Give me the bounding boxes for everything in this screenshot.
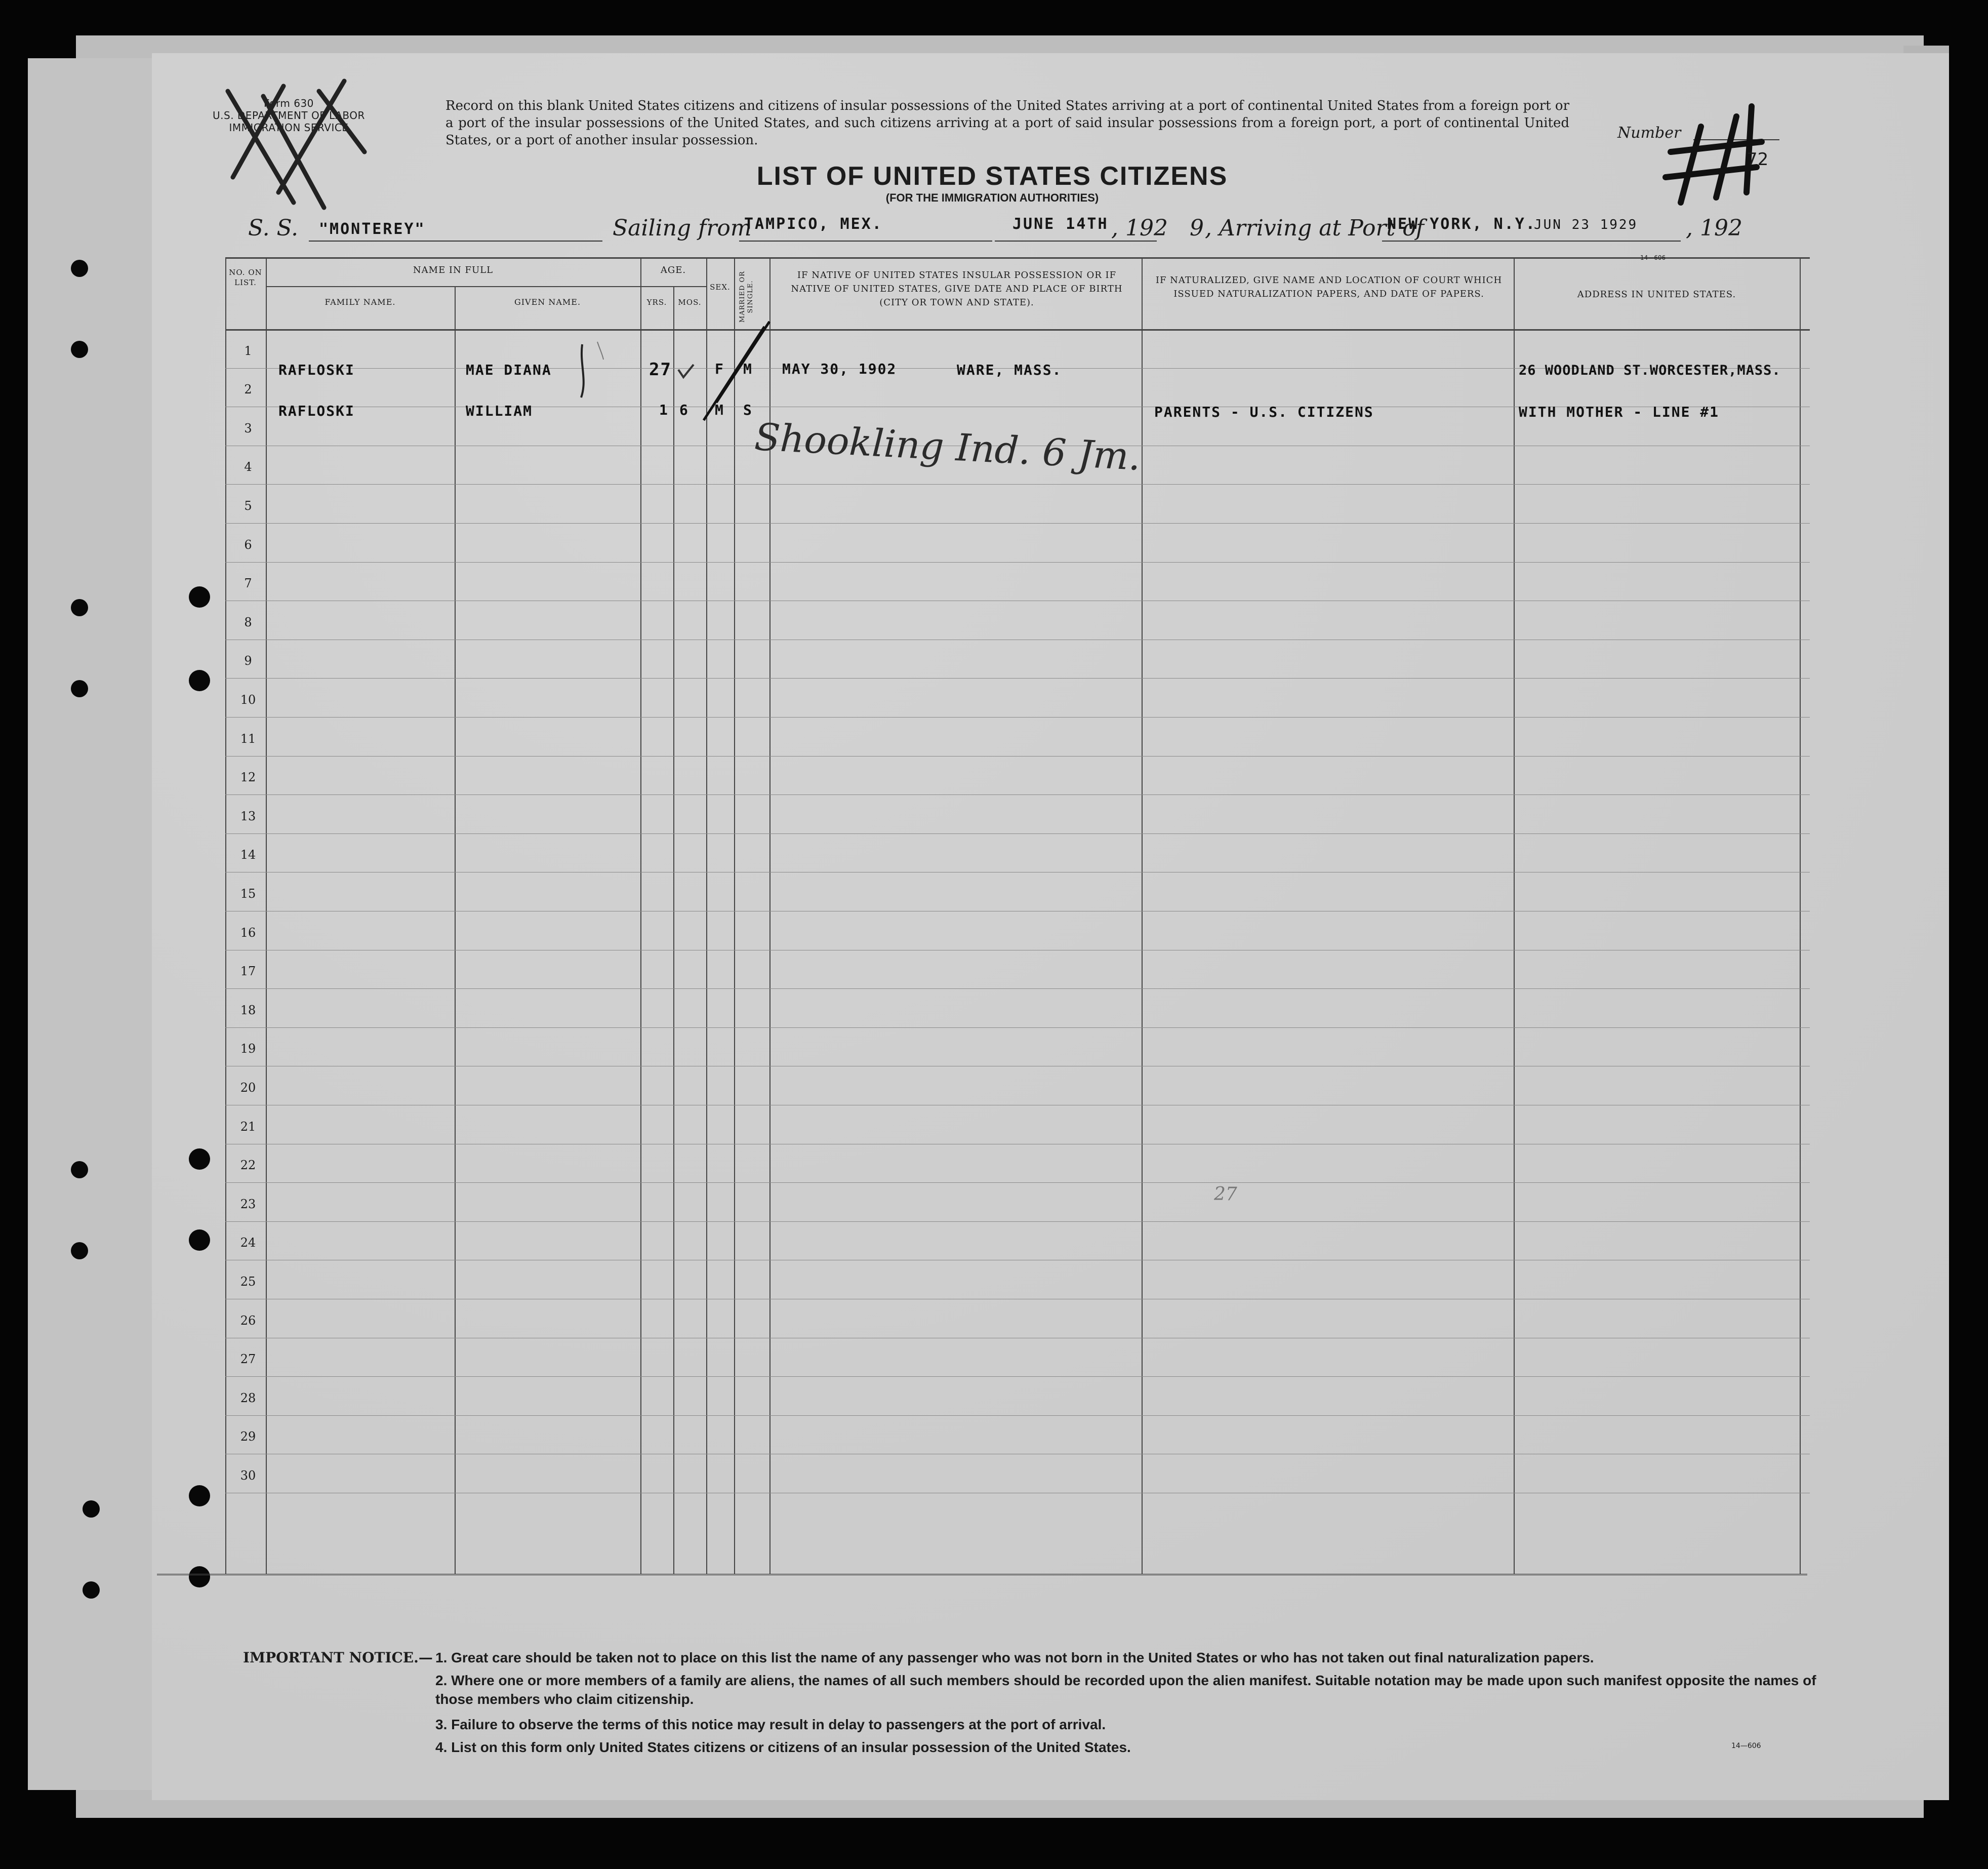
column-divider	[673, 286, 674, 1574]
punch-hole	[189, 1566, 210, 1587]
row-number: 10	[240, 693, 256, 707]
row-number: 24	[240, 1236, 256, 1250]
table-bottom-border	[157, 1574, 1807, 1575]
year-prefix: , 192	[1111, 215, 1168, 241]
table-row	[225, 717, 1810, 718]
handwritten-birth-note: Shookling Ind. 6 Jm.	[753, 415, 1142, 479]
number-stamp: 72	[1747, 149, 1769, 170]
notice-item: 2. Where one or more members of a family are aliens, the names of all such members should be recorded upon the alien manifest. Suitable notation may be made upon such manifest opposite the names of those members who claim citizenship.	[435, 1673, 1816, 1707]
header-address: ADDRESS IN UNITED STATES.	[1577, 289, 1736, 300]
notice-item: 3. Failure to observe the terms of this notice may result in delay to passengers at the port of arrival.	[435, 1717, 1106, 1732]
row-number: 14	[240, 848, 256, 862]
row-number: 5	[244, 499, 252, 513]
port-of-departure: TAMPICO, MEX.	[744, 215, 883, 233]
row-number: 16	[240, 925, 256, 940]
header-naturalization: IF NATURALIZED, GIVE NAME AND LOCATION OF COURT WHICH ISSUED NATURALIZATION PAPERS, AND DATE OF PAPERS.	[1155, 275, 1503, 299]
row2-sex: M	[715, 402, 724, 418]
sailing-date: JUNE 14TH	[1012, 215, 1109, 233]
row-number: 3	[244, 421, 252, 435]
arrival-fill-line	[1382, 241, 1681, 242]
punch-hole	[189, 1148, 210, 1170]
page-title: LIST OF UNITED STATES CITIZENS	[756, 162, 1228, 191]
table-row	[225, 1221, 1810, 1222]
notice-item: 4. List on this form only United States citizens or citizens of an insular possession of the United States.	[435, 1739, 1131, 1755]
row2-family-name: RAFLOSKI	[278, 403, 355, 419]
row-number: 18	[240, 1003, 256, 1017]
ship-fill-line	[309, 241, 602, 242]
punch-hole	[71, 680, 88, 697]
row-number: 30	[240, 1468, 256, 1483]
punch-hole	[71, 1242, 88, 1259]
row-number: 19	[240, 1042, 256, 1056]
table-row	[225, 484, 1810, 485]
header-family-name: FAMILY NAME.	[324, 297, 396, 307]
header-married-or-single: MARRIED OR SINGLE.	[739, 271, 754, 323]
punch-hole	[71, 599, 88, 616]
table-row	[225, 1376, 1810, 1377]
row1-marital-status: M	[743, 361, 753, 377]
service-name: IMMIGRATION SERVICE	[229, 122, 349, 134]
row-number: 6	[244, 537, 252, 552]
departure-fill-line	[739, 241, 992, 242]
binding-strip	[28, 58, 154, 1790]
row-number: 15	[240, 887, 256, 901]
header-name-in-full: NAME IN FULL	[413, 265, 494, 275]
table-row	[225, 678, 1810, 679]
punch-hole	[71, 260, 88, 277]
year-digit: 9	[1190, 215, 1204, 241]
row-number: 2	[244, 382, 252, 397]
row1-given-name: MAE DIANA	[466, 362, 552, 378]
row1-sex: F	[715, 361, 724, 377]
table-row	[225, 1027, 1810, 1028]
row-number: 26	[240, 1313, 256, 1328]
row-number: 27	[240, 1352, 256, 1367]
column-divider	[455, 286, 456, 1574]
row-number: 7	[244, 576, 252, 591]
table-row	[225, 833, 1810, 834]
table-row	[225, 794, 1810, 795]
notice-item: 1. Great care should be taken not to place on this list the name of any passenger who was not born in the United States or who has not taken out final naturalization papers.	[435, 1650, 1594, 1665]
arriving-label: , Arriving at Port of	[1205, 215, 1424, 241]
row2-given-name: WILLIAM	[466, 403, 533, 419]
row2-address: WITH MOTHER - LINE #1	[1519, 404, 1720, 420]
header-age: AGE.	[660, 265, 686, 275]
row-number: 17	[240, 964, 256, 979]
punch-hole	[71, 341, 88, 358]
punch-hole	[189, 1229, 210, 1251]
form-number: Form 630	[263, 97, 314, 109]
number-label: Number	[1617, 124, 1681, 142]
row1-address: 26 WOODLAND ST.WORCESTER,MASS.	[1519, 363, 1781, 378]
header-mos: MOS.	[678, 298, 702, 307]
row-number: 11	[240, 731, 256, 746]
punch-hole	[83, 1500, 100, 1518]
sailing-label: Sailing from	[613, 215, 752, 241]
table-row	[225, 988, 1810, 989]
document-page	[152, 53, 1949, 1800]
row2-age-years: 1	[659, 402, 669, 418]
header-sex: SEX.	[710, 283, 731, 292]
subheader-line	[266, 286, 706, 287]
row-number: 1	[244, 343, 252, 358]
punch-hole	[189, 1485, 210, 1506]
row-number: 9	[244, 654, 252, 668]
row-number: 13	[240, 809, 256, 823]
row-number: 23	[240, 1197, 256, 1211]
row2-marital-status: S	[743, 402, 753, 418]
header-bottom-border	[225, 329, 1810, 331]
row1-age-years: 27	[649, 360, 672, 380]
row-number: 12	[240, 770, 256, 785]
punch-hole	[83, 1581, 100, 1599]
port-of-arrival: NEW YORK, N.Y.	[1387, 215, 1536, 233]
header-given-name: GIVEN NAME.	[514, 297, 581, 307]
punch-hole	[189, 586, 210, 608]
table-row	[225, 1182, 1810, 1183]
row-number: 22	[240, 1158, 256, 1173]
voyage-line	[238, 215, 1757, 251]
row1-family-name: RAFLOSKI	[278, 362, 355, 378]
row-number: 21	[240, 1119, 256, 1134]
year-suffix: , 192	[1686, 215, 1742, 241]
table-top-border	[225, 257, 1810, 259]
footer-code: 14—606	[1731, 1742, 1761, 1750]
row-number: 28	[240, 1390, 256, 1405]
department-name: U.S. DEPARTMENT OF LABOR	[213, 109, 365, 122]
notice-lead: IMPORTANT NOTICE.—	[243, 1649, 433, 1666]
row-number: 29	[240, 1429, 256, 1444]
handwritten-checkmarks	[577, 314, 780, 430]
table-row	[225, 562, 1810, 563]
page-subtitle: (FOR THE IMMIGRATION AUTHORITIES)	[885, 191, 1099, 204]
row1-birth-place: WARE, MASS.	[957, 362, 1062, 378]
row-number: 4	[244, 460, 252, 474]
gpo-code: 14—606	[1640, 254, 1666, 261]
handwritten-number-mark	[1660, 96, 1792, 208]
table-row	[225, 756, 1810, 757]
handwritten-cross-mark	[218, 76, 370, 213]
row1-birth-date: MAY 30, 1902	[782, 361, 897, 377]
punch-hole	[71, 1161, 88, 1178]
record-instructions: Record on this blank United States citizens and citizens of insular possessions of the United States arriving at a port of continental United States from a foreign port or a port of the insular possessions of the United States, and such citizens arriving at a port of said insular possessions from a foreign port, a port of continental United States, or a port of another insular possession.	[445, 98, 1569, 148]
ship-name: "MONTEREY"	[319, 220, 426, 238]
row2-naturalization: PARENTS - U.S. CITIZENS	[1154, 404, 1374, 420]
row2-age-months: 6	[679, 402, 689, 418]
punch-hole	[189, 670, 210, 691]
arrival-date-stamp: JUN 23 1929	[1534, 217, 1638, 232]
table-row	[225, 1415, 1810, 1416]
row-number: 8	[244, 615, 252, 629]
row-number: 25	[240, 1275, 256, 1289]
ss-label: S. S.	[248, 215, 299, 241]
header-no-on-list: NO. ON LIST.	[229, 268, 262, 287]
page-mark: 27	[1214, 1184, 1237, 1205]
table-row	[225, 523, 1810, 524]
header-native-birth: IF NATIVE OF UNITED STATES INSULAR POSSESSION OR IF NATIVE OF UNITED STATES, GIVE DATE AND PLACE OF BIRTH (CITY OR TOWN AND STATE).	[791, 270, 1123, 308]
row-number: 20	[240, 1081, 256, 1095]
header-yrs: YRS.	[646, 298, 667, 307]
